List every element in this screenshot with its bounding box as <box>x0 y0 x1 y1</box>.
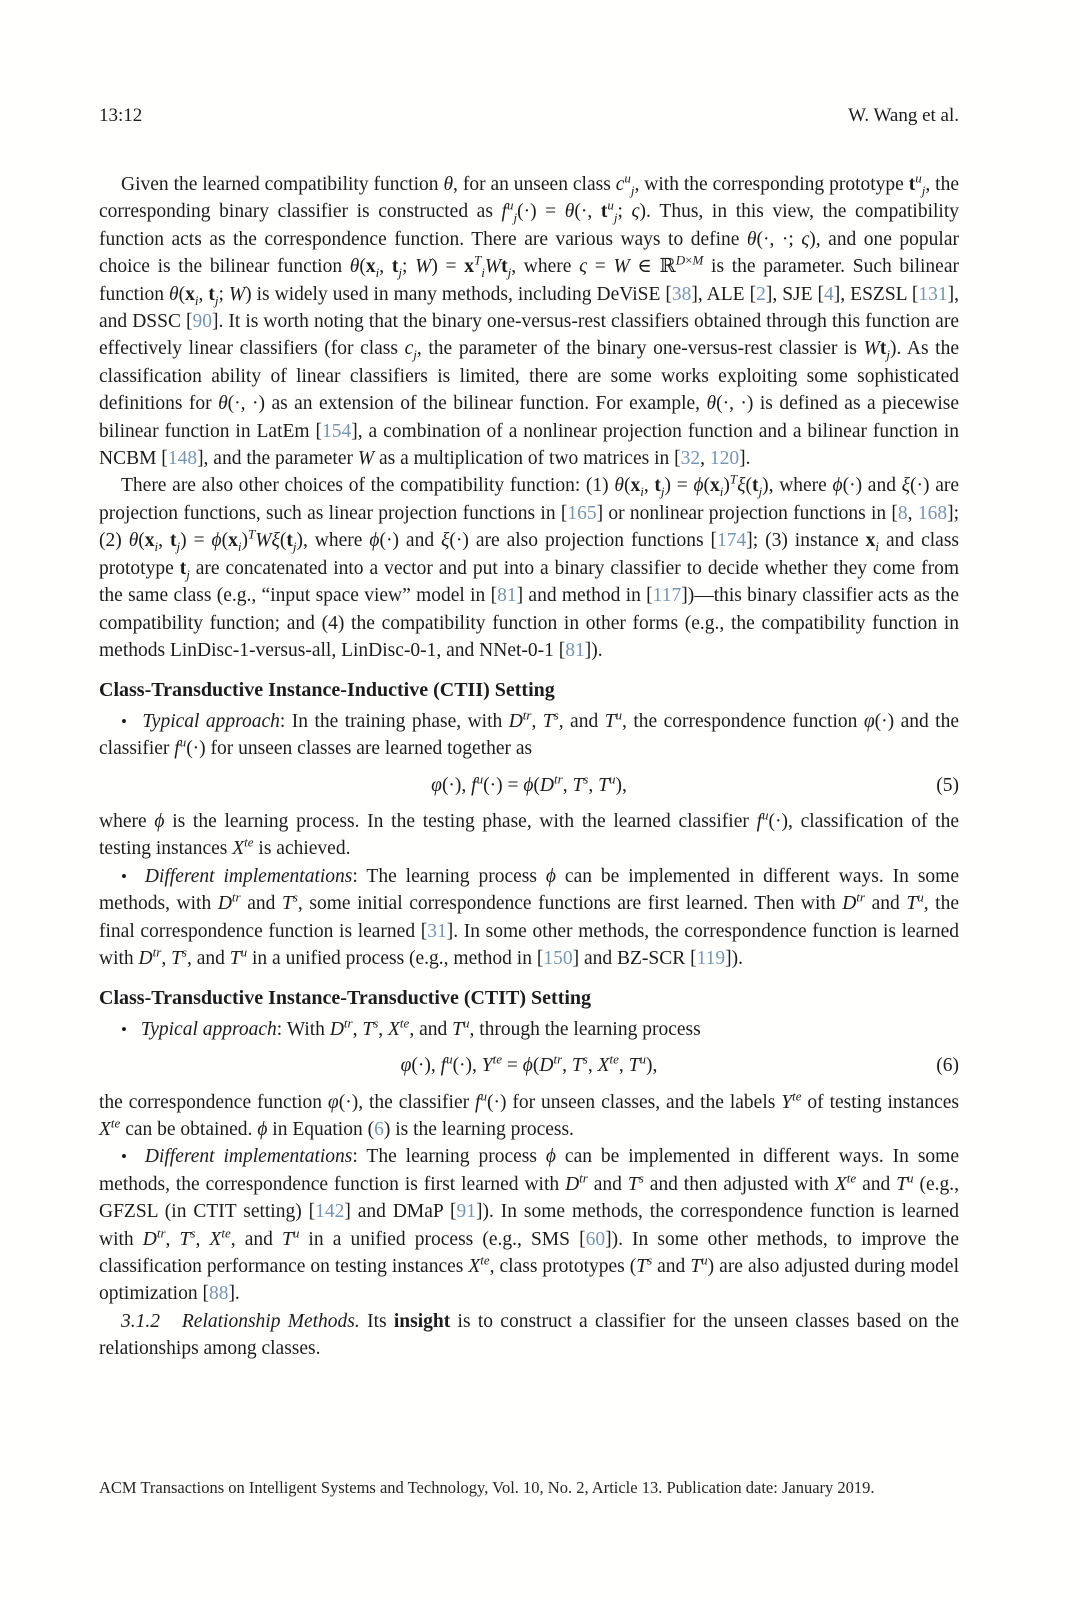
citation-link[interactable]: 2 <box>756 283 766 305</box>
bullet-ctit-typical-approach: • Typical approach: With $D^{tr}$, $T^s$, $X^{te}$, and $T^u$, through the learning process <box>121 1015 701 1040</box>
citation-link[interactable]: 32 <box>680 448 701 470</box>
citation-link[interactable]: 90 <box>192 311 213 333</box>
bullet-ctii-typical-approach: • Typical approach: In the training phase, with $D^{tr}$, $T^s$, and $T^u$, the correspondence function φ(·) and the classifier $f^u(\cdot)$ for unseen classes are learned together as <box>99 707 959 760</box>
equation-ref-link[interactable]: 6 <box>374 1119 384 1140</box>
citation-link[interactable]: 4 <box>824 283 834 305</box>
citation-link[interactable]: 38 <box>671 283 692 305</box>
citation-link[interactable]: 119 <box>696 947 726 969</box>
subsection-relationship-methods: 3.1.2 Relationship Methods. Its insight is to construct a classifier for the unseen classes based on the relationships among classes. <box>99 1310 960 1360</box>
citation-link[interactable]: 8 <box>897 502 908 524</box>
citation-link[interactable]: 117 <box>652 585 682 607</box>
paragraph-compatibility-function: Given the learned compatibility function θ, for an unseen class $c^u_j$, with the corresponding prototype $t^u_j$, the corresponding binary classifier is constructed as $f^u_j(\cdot) = \theta(\cdot$, $t^u_j$; ς). Thus, in this view, the compatibility function acts as the correspondence function. There are various ways to define θ(·, ·; ς), and one popular choice is the bilinear function $\theta(x_i$, $t_j$; $W) = x^T_iWt_j$, where ς = W ∈ ℝ$^{D\times M}$ is the parameter. Such bilinear function $\theta(x_i$, $t_j$; W) is widely used in many methods, including DeViSE [38], ALE [2], SJE [4], ESZSL [131], and DSSC [90]. It is worth noting that the binary one-versus-rest classifiers obtained through this function are effectively linear classifiers (for class $c_j$, the parameter of the binary one-versus-rest classier is $Wt_j$). As the classification ability of linear classifiers is limited, there are some works exploiting some sophisticated definitions for θ(·, ·) as an extension of the bilinear function. For example, θ(·, ·) is defined as a piecewise bilinear function in LatEm [154], a combination of a nonlinear projection function and a bilinear function in NCBM [148], and the parameter W as a multiplication of two matrices in [32, 120]. <box>99 170 960 470</box>
paragraph-other-choices: There are also other choices of the compatibility function: (1) $\theta(x_i$, $t_j) = \phi(x_i)^T\xi(t_j)$, where ϕ(·) and ξ(·) are projection functions, such as linear projection functions in [165] or nonlinear projection functions in [8, 168]; (2) $\theta(x_i$, $t_j) = \phi(x_i)^TW\xi(t_j)$, where ϕ(·) and ξ(·) are also projection functions [174]; (3) instance $x_i$ and class prototype $t_j$ are concatenated into a vector and put into a binary classifier to decide whether they come from the same class (e.g., “input space view” model in [81] and method in [117])—this binary classifier acts as the compatibility function; and (4) the compatibility function in other forms (e.g., the compatibility function in methods LinDisc-1-versus-all, LinDisc-0-1, and NNet-0-1 [81]). <box>99 471 960 661</box>
citation-link[interactable]: 168 <box>917 502 948 524</box>
equation-6-number: (6) <box>936 1055 959 1077</box>
bullet-ctit-different-implementations: • Different implementations: The learning process ϕ can be implemented in different ways. In some methods, the correspondence function is first learned with $D^{tr}$ and $T^s$ and then adjusted with $X^{te}$ and $T^u$ (e.g., GFZSL (in CTIT setting) [142] and DMaP [91]). In some methods, the correspondence function is learned with $D^{tr}$, $T^s$, $X^{te}$, and $T^u$ in a unified process (e.g., SMS [60]). In some other methods, to improve the classification performance on testing instances $X^{te}$, class prototypes ($T^s$ and $T^u$) are also adjusted during model optimization [88]. <box>99 1146 960 1305</box>
citation-link[interactable]: 148 <box>167 448 198 470</box>
running-authors: W. Wang et al. <box>848 105 959 126</box>
citation-link[interactable]: 154 <box>321 420 352 442</box>
citation-link[interactable]: 150 <box>543 947 573 969</box>
citation-link[interactable]: 31 <box>427 920 447 942</box>
page-number: 13:12 <box>99 105 143 126</box>
citation-link[interactable]: 88 <box>208 1283 229 1305</box>
paragraph-after-eq5: where ϕ is the learning process. In the testing phase, with the learned classifier $f^u(\cdot)$, classification of the testing instances $X^{te}$ is achieved. <box>99 807 959 860</box>
section-heading-ctii: Class-Transductive Instance-Inductive (CTII) Setting <box>99 679 555 702</box>
bullet-ctii-different-implementations: • Different implementations: The learning process ϕ can be implemented in different ways. In some methods, with $D^{tr}$ and $T^s$, some initial correspondence functions are first learned. Then with $D^{tr}$ and $T^u$, the final correspondence function is learned [31]. In some other methods, the correspondence function is learned with $D^{tr}$, $T^s$, and $T^u$ in a unified process (e.g., method in [150] and BZ-SCR [119]). <box>99 865 959 969</box>
citation-link[interactable]: 81 <box>565 639 585 661</box>
equation-6-body: φ(·), $f^u(\cdot)$, $Y^{te} = \phi(D^{tr}$, $T^s$, $X^{te}$, $T^u$), <box>400 1051 658 1077</box>
equation-6 <box>99 1052 959 1079</box>
section-heading-ctit: Class-Transductive Instance-Transductive (CTIT) Setting <box>99 987 592 1010</box>
citation-link[interactable]: 165 <box>567 502 597 524</box>
paragraph-after-eq6: the correspondence function φ(·), the classifier $f^u(\cdot)$ for unseen classes, and the labels $Y^{te}$ of testing instances $X^{te}$ can be obtained. ϕ in Equation (6) is the learning process. <box>99 1088 959 1140</box>
citation-link[interactable]: 60 <box>585 1228 606 1250</box>
journal-footer: ACM Transactions on Intelligent Systems and Technology, Vol. 10, No. 2, Article 13. Publication date: January 2019. <box>99 1478 875 1497</box>
equation-5 <box>99 772 959 799</box>
equation-5-body: φ(·), $f^u(\cdot) = \phi(D^{tr}$, $T^s$, $T^u$), <box>431 771 627 796</box>
citation-link[interactable]: 91 <box>456 1201 476 1223</box>
equation-5-number: (5) <box>936 774 959 796</box>
citation-link[interactable]: 81 <box>497 585 517 607</box>
citation-link[interactable]: 142 <box>315 1201 345 1223</box>
citation-link[interactable]: 120 <box>709 448 740 470</box>
citation-link[interactable]: 131 <box>918 283 948 305</box>
citation-link[interactable]: 174 <box>717 530 747 552</box>
running-header <box>99 105 959 127</box>
